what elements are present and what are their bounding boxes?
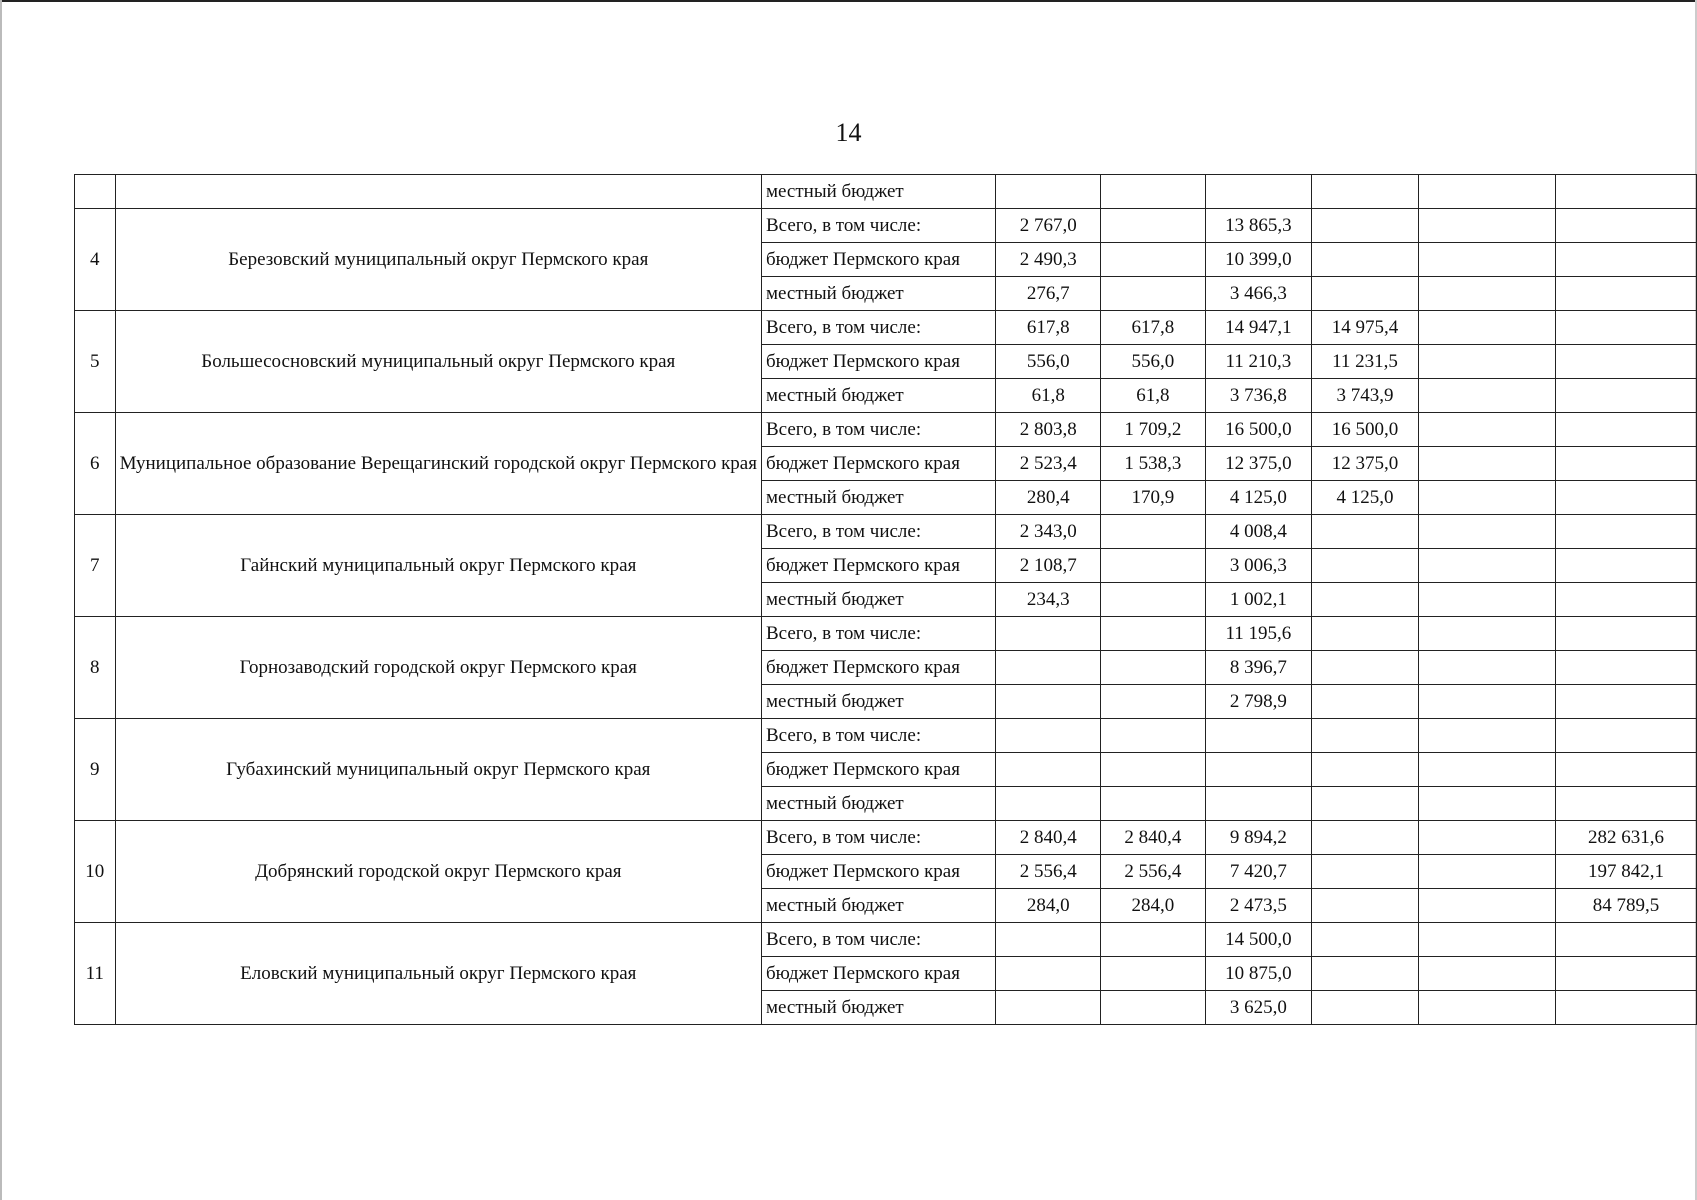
value-cell: 14 975,4	[1312, 311, 1419, 345]
budget-table	[74, 174, 1697, 1025]
value-cell: 170,9	[1101, 481, 1206, 515]
municipality-name-cell: Муниципальное образование Верещагинский городской округ Пермского края	[115, 413, 761, 515]
value-cell	[1418, 549, 1555, 583]
budget-type-cell: местный бюджет	[761, 787, 995, 821]
value-cell	[1556, 719, 1697, 753]
value-cell	[1101, 957, 1206, 991]
value-cell	[1418, 685, 1555, 719]
value-cell: 10 399,0	[1205, 243, 1312, 277]
value-cell	[996, 685, 1101, 719]
value-cell	[1312, 209, 1419, 243]
value-cell: 1 538,3	[1101, 447, 1206, 481]
value-cell	[1101, 209, 1206, 243]
value-cell	[1556, 787, 1697, 821]
table-row	[75, 923, 1697, 957]
table-row	[75, 617, 1697, 651]
value-cell	[1556, 209, 1697, 243]
table-row	[75, 821, 1697, 855]
value-cell	[1418, 889, 1555, 923]
municipality-name-cell	[115, 175, 761, 209]
row-number-cell: 7	[75, 515, 116, 617]
value-cell: 556,0	[996, 345, 1101, 379]
row-number-cell: 10	[75, 821, 116, 923]
value-cell	[1556, 651, 1697, 685]
value-cell	[996, 991, 1101, 1025]
value-cell	[1418, 617, 1555, 651]
value-cell	[1418, 481, 1555, 515]
value-cell: 2 767,0	[996, 209, 1101, 243]
budget-type-cell: Всего, в том числе:	[761, 515, 995, 549]
value-cell: 2 490,3	[996, 243, 1101, 277]
value-cell	[1418, 277, 1555, 311]
value-cell: 4 008,4	[1205, 515, 1312, 549]
value-cell: 2 798,9	[1205, 685, 1312, 719]
value-cell: 2 343,0	[996, 515, 1101, 549]
budget-type-cell: бюджет Пермского края	[761, 243, 995, 277]
municipality-name-cell: Большесосновский муниципальный округ Пермского края	[115, 311, 761, 413]
value-cell: 276,7	[996, 277, 1101, 311]
value-cell	[1312, 787, 1419, 821]
row-number-cell: 11	[75, 923, 116, 1025]
budget-type-cell: местный бюджет	[761, 481, 995, 515]
value-cell: 14 947,1	[1205, 311, 1312, 345]
value-cell: 12 375,0	[1312, 447, 1419, 481]
value-cell	[1101, 651, 1206, 685]
value-cell	[1205, 719, 1312, 753]
value-cell	[1205, 753, 1312, 787]
value-cell	[1556, 923, 1697, 957]
value-cell: 280,4	[996, 481, 1101, 515]
value-cell	[1556, 685, 1697, 719]
value-cell: 4 125,0	[1205, 481, 1312, 515]
value-cell: 8 396,7	[1205, 651, 1312, 685]
budget-type-cell: местный бюджет	[761, 379, 995, 413]
value-cell	[996, 719, 1101, 753]
value-cell	[996, 651, 1101, 685]
scan-border-top	[0, 0, 1697, 2]
value-cell	[1101, 991, 1206, 1025]
value-cell	[1101, 175, 1206, 209]
value-cell	[1556, 311, 1697, 345]
table-row	[75, 209, 1697, 243]
value-cell	[1101, 515, 1206, 549]
municipality-name-cell: Горнозаводский городской округ Пермского края	[115, 617, 761, 719]
value-cell	[1418, 311, 1555, 345]
value-cell	[1312, 243, 1419, 277]
budget-type-cell: местный бюджет	[761, 889, 995, 923]
budget-type-cell: местный бюджет	[761, 685, 995, 719]
row-number-cell: 4	[75, 209, 116, 311]
value-cell	[1418, 991, 1555, 1025]
value-cell: 2 840,4	[996, 821, 1101, 855]
value-cell: 3 466,3	[1205, 277, 1312, 311]
value-cell	[1418, 787, 1555, 821]
value-cell	[1418, 515, 1555, 549]
value-cell	[1556, 753, 1697, 787]
value-cell	[1556, 243, 1697, 277]
value-cell: 197 842,1	[1556, 855, 1697, 889]
value-cell: 3 006,3	[1205, 549, 1312, 583]
value-cell	[1101, 549, 1206, 583]
value-cell: 84 789,5	[1556, 889, 1697, 923]
value-cell	[1312, 957, 1419, 991]
value-cell: 3 736,8	[1205, 379, 1312, 413]
value-cell	[996, 957, 1101, 991]
value-cell	[1556, 481, 1697, 515]
value-cell	[1418, 583, 1555, 617]
value-cell: 3 743,9	[1312, 379, 1419, 413]
value-cell: 16 500,0	[1312, 413, 1419, 447]
budget-type-cell: Всего, в том числе:	[761, 719, 995, 753]
value-cell: 61,8	[1101, 379, 1206, 413]
value-cell: 12 375,0	[1205, 447, 1312, 481]
value-cell	[1312, 175, 1419, 209]
row-number-cell: 9	[75, 719, 116, 821]
value-cell	[1418, 379, 1555, 413]
value-cell	[1556, 277, 1697, 311]
value-cell: 617,8	[1101, 311, 1206, 345]
value-cell: 617,8	[996, 311, 1101, 345]
value-cell: 13 865,3	[1205, 209, 1312, 243]
value-cell	[1312, 515, 1419, 549]
row-number-cell: 5	[75, 311, 116, 413]
budget-type-cell: Всего, в том числе:	[761, 821, 995, 855]
value-cell: 11 231,5	[1312, 345, 1419, 379]
value-cell	[1312, 549, 1419, 583]
value-cell: 2 523,4	[996, 447, 1101, 481]
value-cell: 284,0	[996, 889, 1101, 923]
municipality-name-cell: Гайнский муниципальный округ Пермского края	[115, 515, 761, 617]
value-cell	[1101, 923, 1206, 957]
budget-type-cell: местный бюджет	[761, 175, 995, 209]
value-cell	[1556, 549, 1697, 583]
value-cell	[1312, 923, 1419, 957]
value-cell	[996, 175, 1101, 209]
value-cell	[1556, 515, 1697, 549]
value-cell	[1556, 175, 1697, 209]
value-cell: 9 894,2	[1205, 821, 1312, 855]
page-number: 14	[835, 118, 862, 147]
value-cell	[1205, 175, 1312, 209]
value-cell: 2 556,4	[1101, 855, 1206, 889]
budget-type-cell: бюджет Пермского края	[761, 345, 995, 379]
table-row	[75, 515, 1697, 549]
value-cell: 4 125,0	[1312, 481, 1419, 515]
value-cell	[1418, 413, 1555, 447]
value-cell	[1312, 651, 1419, 685]
value-cell	[1312, 753, 1419, 787]
table-row	[75, 413, 1697, 447]
budget-type-cell: Всего, в том числе:	[761, 923, 995, 957]
value-cell	[1418, 753, 1555, 787]
value-cell: 284,0	[1101, 889, 1206, 923]
municipality-name-cell: Губахинский муниципальный округ Пермского края	[115, 719, 761, 821]
value-cell: 2 556,4	[996, 855, 1101, 889]
value-cell	[1312, 889, 1419, 923]
value-cell	[1312, 719, 1419, 753]
value-cell: 2 473,5	[1205, 889, 1312, 923]
value-cell	[1312, 583, 1419, 617]
value-cell	[1101, 277, 1206, 311]
value-cell: 2 840,4	[1101, 821, 1206, 855]
row-number-cell	[75, 175, 116, 209]
value-cell	[996, 787, 1101, 821]
budget-type-cell: местный бюджет	[761, 583, 995, 617]
budget-type-cell: Всего, в том числе:	[761, 413, 995, 447]
value-cell	[1556, 379, 1697, 413]
value-cell	[1101, 243, 1206, 277]
value-cell	[1101, 617, 1206, 651]
budget-type-cell: Всего, в том числе:	[761, 617, 995, 651]
value-cell	[996, 617, 1101, 651]
value-cell	[1418, 651, 1555, 685]
scan-border-left	[0, 0, 2, 1200]
value-cell	[1556, 413, 1697, 447]
value-cell	[1418, 447, 1555, 481]
row-number-cell: 8	[75, 617, 116, 719]
table-row-continuation	[75, 175, 1697, 209]
municipality-name-cell: Еловский муниципальный округ Пермского края	[115, 923, 761, 1025]
budget-type-cell: бюджет Пермского края	[761, 549, 995, 583]
municipality-name-cell: Добрянский городской округ Пермского края	[115, 821, 761, 923]
value-cell: 2 803,8	[996, 413, 1101, 447]
value-cell	[1556, 583, 1697, 617]
value-cell: 61,8	[996, 379, 1101, 413]
value-cell	[1556, 957, 1697, 991]
value-cell	[1556, 345, 1697, 379]
budget-type-cell: бюджет Пермского края	[761, 957, 995, 991]
value-cell	[1418, 243, 1555, 277]
value-cell: 14 500,0	[1205, 923, 1312, 957]
value-cell	[1556, 991, 1697, 1025]
value-cell: 1 709,2	[1101, 413, 1206, 447]
budget-type-cell: бюджет Пермского края	[761, 447, 995, 481]
value-cell	[1418, 821, 1555, 855]
value-cell	[1101, 753, 1206, 787]
value-cell: 556,0	[1101, 345, 1206, 379]
value-cell	[1312, 821, 1419, 855]
table-row	[75, 719, 1697, 753]
value-cell: 10 875,0	[1205, 957, 1312, 991]
value-cell	[1312, 685, 1419, 719]
budget-type-cell: местный бюджет	[761, 991, 995, 1025]
value-cell	[1312, 277, 1419, 311]
value-cell	[1101, 719, 1206, 753]
value-cell	[1418, 719, 1555, 753]
value-cell	[1312, 617, 1419, 651]
value-cell	[1556, 617, 1697, 651]
value-cell	[1418, 923, 1555, 957]
budget-type-cell: Всего, в том числе:	[761, 209, 995, 243]
budget-table-body	[75, 175, 1697, 1025]
value-cell	[996, 753, 1101, 787]
value-cell	[1205, 787, 1312, 821]
value-cell: 7 420,7	[1205, 855, 1312, 889]
value-cell	[1418, 345, 1555, 379]
value-cell	[1418, 855, 1555, 889]
value-cell	[1418, 175, 1555, 209]
value-cell	[996, 923, 1101, 957]
value-cell: 3 625,0	[1205, 991, 1312, 1025]
value-cell: 282 631,6	[1556, 821, 1697, 855]
value-cell: 11 195,6	[1205, 617, 1312, 651]
value-cell: 234,3	[996, 583, 1101, 617]
value-cell: 16 500,0	[1205, 413, 1312, 447]
budget-type-cell: бюджет Пермского края	[761, 651, 995, 685]
value-cell	[1556, 447, 1697, 481]
value-cell	[1418, 209, 1555, 243]
value-cell: 1 002,1	[1205, 583, 1312, 617]
value-cell	[1101, 583, 1206, 617]
value-cell: 11 210,3	[1205, 345, 1312, 379]
municipality-name-cell: Березовский муниципальный округ Пермского края	[115, 209, 761, 311]
value-cell	[1312, 855, 1419, 889]
budget-type-cell: бюджет Пермского края	[761, 753, 995, 787]
value-cell	[1101, 685, 1206, 719]
value-cell	[1101, 787, 1206, 821]
budget-type-cell: местный бюджет	[761, 277, 995, 311]
value-cell	[1418, 957, 1555, 991]
value-cell: 2 108,7	[996, 549, 1101, 583]
value-cell	[1312, 991, 1419, 1025]
table-row	[75, 311, 1697, 345]
budget-type-cell: Всего, в том числе:	[761, 311, 995, 345]
budget-type-cell: бюджет Пермского края	[761, 855, 995, 889]
row-number-cell: 6	[75, 413, 116, 515]
